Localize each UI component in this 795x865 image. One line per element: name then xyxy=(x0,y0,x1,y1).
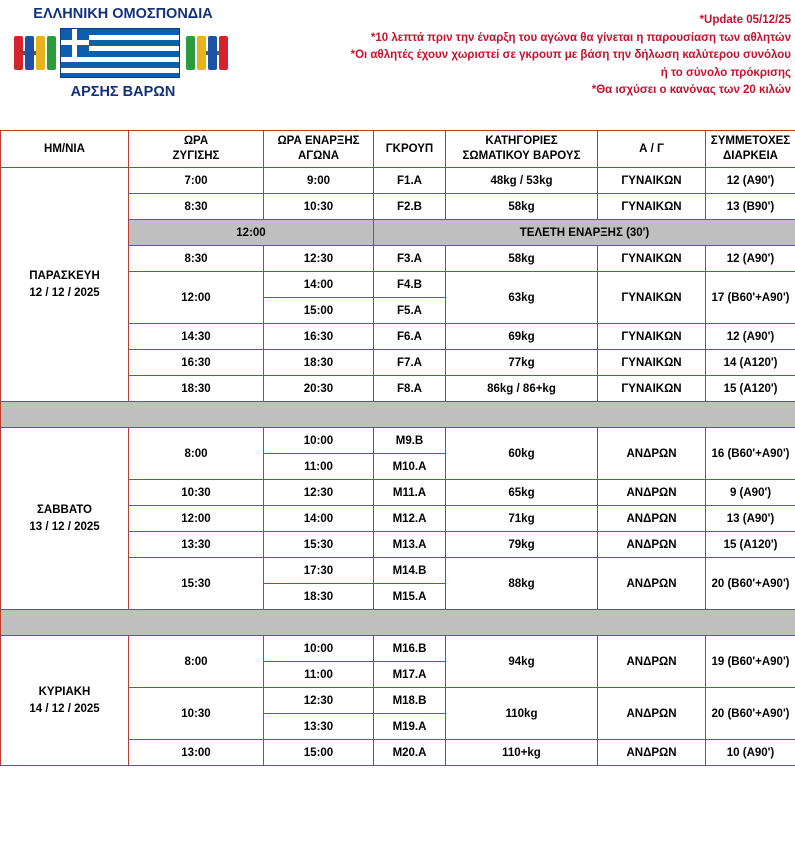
column-header-bodyweight-category-l2: ΣΩΜΑΤΙΚΟΥ ΒΑΡΟΥΣ xyxy=(462,150,581,162)
start-time-cell: 10:00 xyxy=(264,636,374,662)
column-header-weigh-in-time-l2: ΖΥΓΙΣΗΣ xyxy=(172,150,220,162)
participants-cell: 20 (Β60'+Α90') xyxy=(706,688,795,740)
start-time-cell: 11:00 xyxy=(264,454,374,480)
start-time-cell: 9:00 xyxy=(264,168,374,194)
weigh-in-time-cell: 14:30 xyxy=(129,324,264,350)
bodyweight-category-cell: 79kg xyxy=(446,532,598,558)
weigh-in-time-cell: 15:30 xyxy=(129,558,264,610)
column-header-bodyweight-category-l1: ΚΑΤΗΓΟΡΙΕΣ xyxy=(485,135,558,147)
day-separator-cell xyxy=(1,610,795,636)
ceremony-time-cell: 12:00 xyxy=(129,220,374,246)
group-cell: M17.A xyxy=(374,662,446,688)
group-cell: M10.A xyxy=(374,454,446,480)
start-time-cell: 16:30 xyxy=(264,324,374,350)
participants-cell: 12 (Α90') xyxy=(706,324,795,350)
weigh-in-time-cell: 12:00 xyxy=(129,272,264,324)
federation-name-line2: ΑΡΣΗΣ ΒΑΡΩΝ xyxy=(70,84,176,100)
start-time-cell: 10:00 xyxy=(264,428,374,454)
bodyweight-category-cell: 110kg xyxy=(446,688,598,740)
group-cell: F2.B xyxy=(374,194,446,220)
participants-cell: 10 (Α90') xyxy=(706,740,795,766)
start-time-cell: 13:30 xyxy=(264,714,374,740)
barbell-left-icon xyxy=(14,36,60,70)
note-line-2: *Οι αθλητές έχουν χωριστεί σε γκρουπ με βάση την δήλωση καλύτερου συνόλου xyxy=(350,49,791,61)
start-time-cell: 14:00 xyxy=(264,506,374,532)
day-date: 13 / 12 / 2025 xyxy=(29,520,100,533)
participants-cell: 16 (Β60'+Α90') xyxy=(706,428,795,480)
participants-cell: 15 (Α120') xyxy=(706,376,795,402)
day-date: 12 / 12 / 2025 xyxy=(29,286,100,299)
day-name: ΣΑΒΒΑΤΟ xyxy=(37,503,92,516)
greek-flag-icon xyxy=(60,28,180,78)
participants-cell: 12 (Α90') xyxy=(706,246,795,272)
gender-cell: ΑΝΔΡΩΝ xyxy=(598,428,706,480)
competition-schedule-table xyxy=(0,130,795,766)
gender-cell: ΓΥΝΑΙΚΩΝ xyxy=(598,168,706,194)
group-cell: F5.A xyxy=(374,298,446,324)
group-cell: M12.A xyxy=(374,506,446,532)
column-header-start-time-l1: ΩΡΑ ΕΝΑΡΞΗΣ xyxy=(277,135,360,147)
participants-cell: 17 (Β60'+Α90') xyxy=(706,272,795,324)
group-cell: M15.A xyxy=(374,584,446,610)
column-header-date: ΗΜ/ΝΙΑ xyxy=(1,131,129,168)
column-header-weigh-in-time-l1: ΩΡΑ xyxy=(183,135,209,147)
start-time-cell: 18:30 xyxy=(264,350,374,376)
weigh-in-time-cell: 8:30 xyxy=(129,246,264,272)
gender-cell: ΑΝΔΡΩΝ xyxy=(598,688,706,740)
weigh-in-time-cell: 13:30 xyxy=(129,532,264,558)
day-separator-row xyxy=(1,402,795,428)
gender-cell: ΓΥΝΑΙΚΩΝ xyxy=(598,350,706,376)
participants-cell: 14 (Α120') xyxy=(706,350,795,376)
bodyweight-category-cell: 77kg xyxy=(446,350,598,376)
bodyweight-category-cell: 86kg / 86+kg xyxy=(446,376,598,402)
column-header-participants xyxy=(706,131,795,168)
start-time-cell: 20:30 xyxy=(264,376,374,402)
column-header-group: ΓΚΡΟΥΠ xyxy=(374,131,446,168)
group-cell: F7.A xyxy=(374,350,446,376)
weigh-in-time-cell: 8:30 xyxy=(129,194,264,220)
group-cell: F8.A xyxy=(374,376,446,402)
participants-cell: 13 (Α90') xyxy=(706,506,795,532)
participants-cell: 13 (Β90') xyxy=(706,194,795,220)
start-time-cell: 18:30 xyxy=(264,584,374,610)
gender-cell: ΑΝΔΡΩΝ xyxy=(598,740,706,766)
page-header xyxy=(0,0,795,130)
day-name: ΚΥΡΙΑΚΗ xyxy=(38,685,91,698)
table-row xyxy=(1,636,795,662)
day-date-cell xyxy=(1,428,129,610)
day-date: 14 / 12 / 2025 xyxy=(29,702,100,715)
start-time-cell: 12:30 xyxy=(264,246,374,272)
table-row xyxy=(1,428,795,454)
bodyweight-category-cell: 58kg xyxy=(446,194,598,220)
column-header-bodyweight-category xyxy=(446,131,598,168)
start-time-cell: 12:30 xyxy=(264,480,374,506)
group-cell: M14.B xyxy=(374,558,446,584)
column-header-start-time xyxy=(264,131,374,168)
gender-cell: ΓΥΝΑΙΚΩΝ xyxy=(598,376,706,402)
start-time-cell: 17:30 xyxy=(264,558,374,584)
bodyweight-category-cell: 110+kg xyxy=(446,740,598,766)
day-date-cell xyxy=(1,636,129,766)
weigh-in-time-cell: 16:30 xyxy=(129,350,264,376)
start-time-cell: 11:00 xyxy=(264,662,374,688)
weigh-in-time-cell: 8:00 xyxy=(129,636,264,688)
gender-cell: ΓΥΝΑΙΚΩΝ xyxy=(598,324,706,350)
day-separator-row xyxy=(1,610,795,636)
federation-logo xyxy=(8,6,238,100)
table-header-row xyxy=(1,131,795,168)
gender-cell: ΑΝΔΡΩΝ xyxy=(598,532,706,558)
weigh-in-time-cell: 18:30 xyxy=(129,376,264,402)
group-cell: F3.A xyxy=(374,246,446,272)
start-time-cell: 15:00 xyxy=(264,740,374,766)
bodyweight-category-cell: 94kg xyxy=(446,636,598,688)
group-cell: F4.B xyxy=(374,272,446,298)
start-time-cell: 15:00 xyxy=(264,298,374,324)
gender-cell: ΓΥΝΑΙΚΩΝ xyxy=(598,272,706,324)
table-body xyxy=(1,168,795,766)
gender-cell: ΑΝΔΡΩΝ xyxy=(598,480,706,506)
weigh-in-time-cell: 10:30 xyxy=(129,480,264,506)
note-line-0: *Update 05/12/25 xyxy=(699,14,791,26)
weigh-in-time-cell: 10:30 xyxy=(129,688,264,740)
weigh-in-time-cell: 12:00 xyxy=(129,506,264,532)
federation-name-line1: ΕΛΛΗΝΙΚΗ ΟΜΟΣΠΟΝΔΙΑ xyxy=(33,6,213,22)
barbell-right-icon xyxy=(182,36,228,70)
participants-cell: 12 (Α90') xyxy=(706,168,795,194)
weigh-in-time-cell: 8:00 xyxy=(129,428,264,480)
column-header-participants-l2: ΔΙΑΡΚΕΙΑ xyxy=(723,150,778,162)
group-cell: M11.A xyxy=(374,480,446,506)
gender-cell: ΓΥΝΑΙΚΩΝ xyxy=(598,194,706,220)
bodyweight-category-cell: 65kg xyxy=(446,480,598,506)
note-line-4: *Θα ισχύσει ο κανόνας των 20 κιλών xyxy=(591,84,791,96)
note-line-1: *10 λεπτά πριν την έναρξη του αγώνα θα γίνεται η παρουσίαση των αθλητών xyxy=(370,31,791,44)
gender-cell: ΑΝΔΡΩΝ xyxy=(598,636,706,688)
column-header-gender: Α / Γ xyxy=(598,131,706,168)
start-time-cell: 14:00 xyxy=(264,272,374,298)
group-cell: F1.A xyxy=(374,168,446,194)
start-time-cell: 12:30 xyxy=(264,688,374,714)
group-cell: M9.B xyxy=(374,428,446,454)
group-cell: M20.A xyxy=(374,740,446,766)
gender-cell: ΓΥΝΑΙΚΩΝ xyxy=(598,246,706,272)
bodyweight-category-cell: 63kg xyxy=(446,272,598,324)
weigh-in-time-cell: 13:00 xyxy=(129,740,264,766)
gender-cell: ΑΝΔΡΩΝ xyxy=(598,558,706,610)
bodyweight-category-cell: 58kg xyxy=(446,246,598,272)
participants-cell: 15 (Α120') xyxy=(706,532,795,558)
update-notes xyxy=(246,12,791,100)
bodyweight-category-cell: 69kg xyxy=(446,324,598,350)
weigh-in-time-cell: 7:00 xyxy=(129,168,264,194)
bodyweight-category-cell: 60kg xyxy=(446,428,598,480)
participants-cell: 20 (Β60'+Α90') xyxy=(706,558,795,610)
column-header-participants-l1: ΣΥΜΜΕΤΟΧΕΣ xyxy=(710,135,791,147)
start-time-cell: 15:30 xyxy=(264,532,374,558)
day-date-cell xyxy=(1,168,129,402)
table-row xyxy=(1,168,795,194)
bodyweight-category-cell: 48kg / 53kg xyxy=(446,168,598,194)
gender-cell: ΑΝΔΡΩΝ xyxy=(598,506,706,532)
group-cell: M16.B xyxy=(374,636,446,662)
group-cell: M18.B xyxy=(374,688,446,714)
bodyweight-category-cell: 88kg xyxy=(446,558,598,610)
logo-artwork xyxy=(8,26,238,82)
start-time-cell: 10:30 xyxy=(264,194,374,220)
ceremony-label-cell: ΤΕΛΕΤΗ ΕΝΑΡΞΗΣ (30') xyxy=(374,220,795,246)
participants-cell: 19 (Β60'+Α90') xyxy=(706,636,795,688)
group-cell: M13.A xyxy=(374,532,446,558)
day-separator-cell xyxy=(1,402,795,428)
group-cell: F6.A xyxy=(374,324,446,350)
column-header-start-time-l2: ΑΓΩΝΑ xyxy=(297,150,340,162)
day-name: ΠΑΡΑΣΚΕΥΗ xyxy=(29,269,100,282)
note-line-3: ή το σύνολο πρόκρισης xyxy=(660,66,791,79)
participants-cell: 9 (Α90') xyxy=(706,480,795,506)
bodyweight-category-cell: 71kg xyxy=(446,506,598,532)
group-cell: M19.A xyxy=(374,714,446,740)
column-header-weigh-in-time xyxy=(129,131,264,168)
